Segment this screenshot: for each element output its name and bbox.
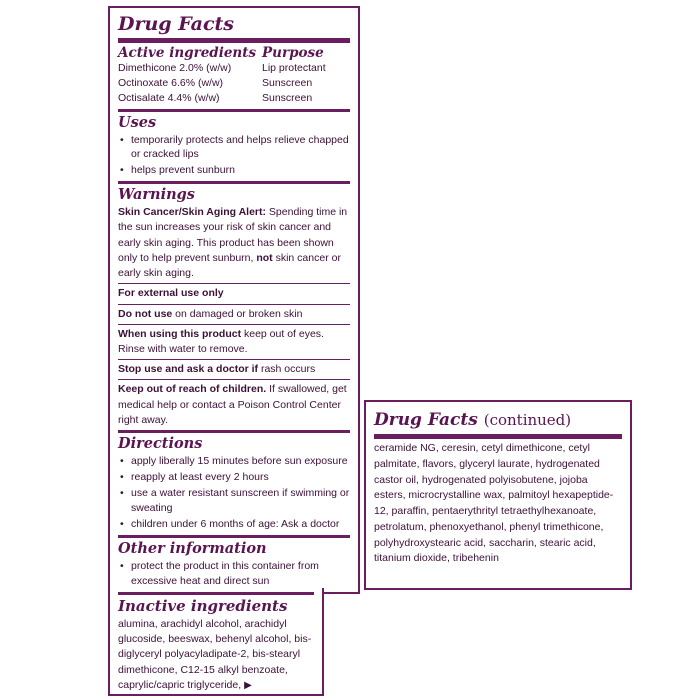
purpose-heading: Purpose (262, 44, 324, 61)
drug-facts-continued-panel (364, 400, 632, 590)
active-ingredient-name: Octinoxate 6.6% (w/w) (118, 77, 224, 90)
do-not-use-warning (118, 307, 350, 322)
active-ingredient-purpose: Sunscreen (262, 92, 313, 105)
skin-cancer-alert (118, 205, 350, 281)
divider (118, 38, 350, 43)
active-ingredient-name: Dimethicone 2.0% (w/w) (118, 61, 232, 74)
list-item: • children under 6 months of age: Ask a doctor (131, 517, 350, 532)
divider (118, 283, 350, 284)
other-information-heading: Other information (118, 539, 267, 557)
divider (118, 181, 350, 184)
other-information-list (118, 559, 350, 589)
page-title: Drug Facts (118, 13, 235, 35)
when-using-label: When using this product (118, 327, 242, 340)
when-using-warning (118, 327, 350, 357)
keep-out-label: Keep out of reach of children. (118, 383, 267, 396)
divider (374, 434, 622, 439)
directions-list (118, 454, 350, 532)
directions-heading: Directions (118, 435, 203, 453)
list-item: • protect the product in this container from excessive heat and direct sun (131, 559, 350, 589)
table-row (118, 91, 350, 106)
stop-use-label: Stop use and ask a doctor if (118, 363, 259, 376)
inactive-ingredients-heading: Inactive ingredients (118, 597, 288, 615)
divider (118, 592, 314, 595)
warnings-heading: Warnings (118, 186, 195, 204)
table-row (118, 61, 350, 76)
continued-ingredients-text: ceramide NG, ceresin, cetyl dimethicone, cetyl palmitate, flavors, glyceryl laurate, hydrogenated castor oil, hydrogenated polyisobutene, jojoba esters, microcrystalline wax, palmitoyl hexapeptide-12, paraffin, pentaerythrityl tetraethylhexanoate, petrolatum, phenoxyethanol, phenyl trimethicone, polyhydroxystearic acid, saccharin, stearic acid, titanium dioxide, tribehenin (374, 442, 614, 565)
list-item: • reapply at least every 2 hours (131, 470, 350, 485)
list-item: • helps prevent sunburn (131, 163, 350, 178)
continued-suffix: (continued) (483, 411, 572, 429)
when-using-text: keep out of eyes. Rinse with water to remove. (118, 327, 324, 356)
list-item: • temporarily protects and helps relieve chapped or cracked lips (131, 133, 350, 163)
divider (118, 535, 350, 538)
skin-cancer-alert-text2: skin cancer or early skin aging. (118, 251, 341, 280)
keep-out-text: If swallowed, get medical help or contact a Poison Control Center right away. (118, 383, 347, 426)
divider (118, 379, 350, 380)
uses-heading: Uses (118, 113, 157, 131)
inactive-ingredients-panel (108, 588, 324, 696)
uses-list (118, 133, 350, 179)
skin-cancer-alert-label: Skin Cancer/Skin Aging Alert: (118, 206, 266, 219)
stop-use-text: rash occurs (258, 363, 316, 376)
divider (118, 304, 350, 305)
keep-out-of-reach-warning (118, 382, 350, 428)
divider (118, 430, 350, 433)
divider (118, 324, 350, 325)
external-use-warning (118, 286, 350, 301)
active-ingredient-purpose: Sunscreen (262, 77, 313, 90)
continues-arrow-icon: ▶ (244, 679, 252, 691)
active-ingredients-heading: Active ingredients (118, 44, 257, 61)
divider (118, 109, 350, 112)
stop-use-warning (118, 362, 350, 377)
list-item: • use a water resistant sunscreen if swimming or sweating (131, 486, 350, 516)
inactive-ingredients-text (118, 617, 314, 693)
external-use-text: For external use only (118, 287, 224, 300)
table-row (118, 76, 350, 91)
continued-title (374, 410, 622, 430)
active-ingredient-purpose: Lip protectant (262, 61, 326, 74)
skin-cancer-alert-text: Spending time in the sun increases your risk of skin cancer and early skin aging. This product has been shown only to help prevent sunburn, (118, 206, 348, 264)
active-ingredient-name: Octisalate 4.4% (w/w) (118, 92, 220, 105)
inactive-ingredients-body: alumina, arachidyl alcohol, arachidyl glucoside, beeswax, behenyl alcohol, bis-diglyceryl polyacyladipate-2, bis-stearyl dimethicone, C12-15 alkyl benzoate, caprylic/capric triglyceride, (118, 618, 312, 691)
drug-facts-main-panel (108, 6, 360, 594)
skin-cancer-alert-not: not (256, 251, 273, 264)
do-not-use-label: Do not use (118, 307, 173, 320)
do-not-use-text: on damaged or broken skin (172, 307, 303, 320)
continued-title-text: Drug Facts (374, 410, 478, 430)
active-ingredients-header (118, 45, 350, 61)
divider (118, 359, 350, 360)
list-item: • apply liberally 15 minutes before sun exposure (131, 454, 350, 469)
